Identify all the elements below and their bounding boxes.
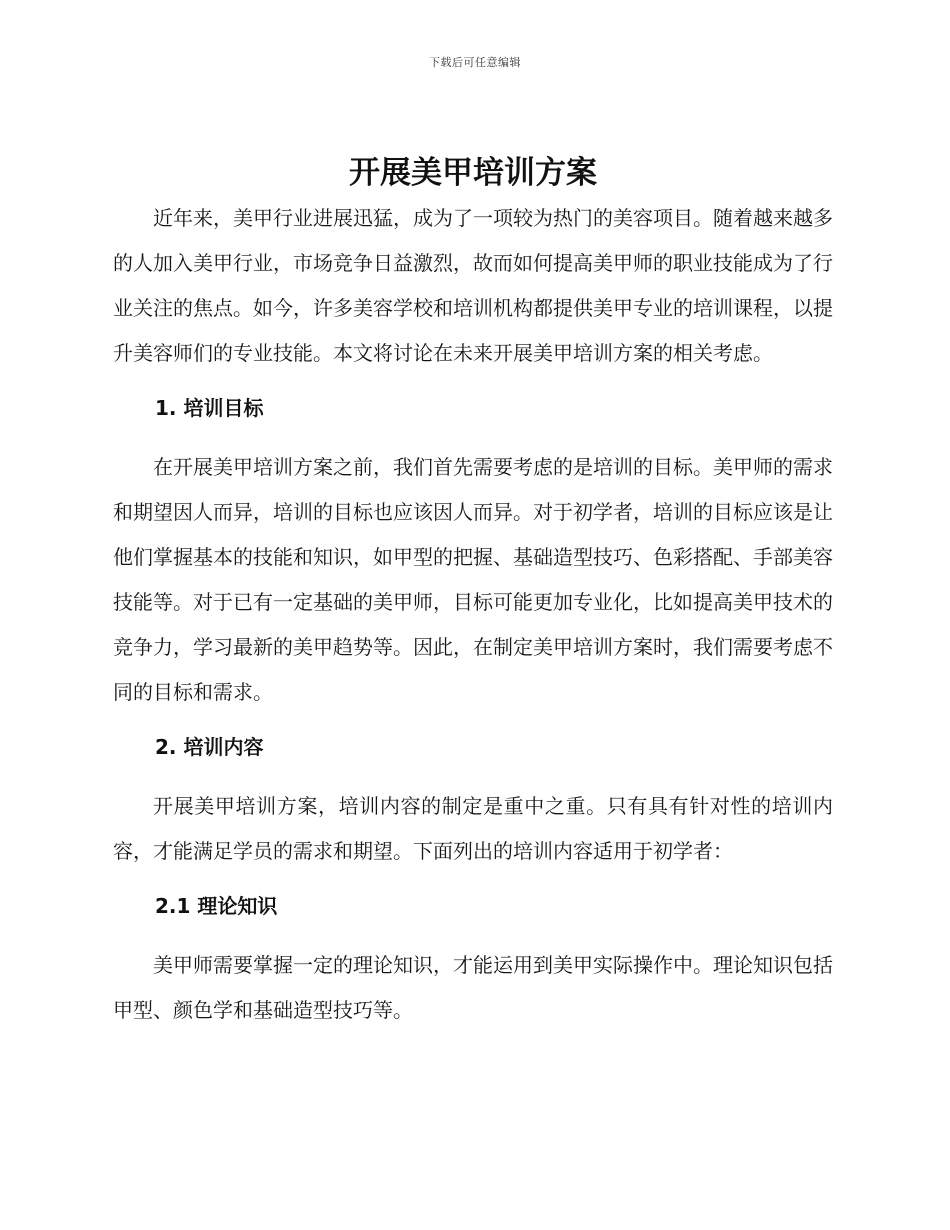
section-body-goals: 在开展美甲培训方案之前，我们首先需要考虑的是培训的目标。美甲师的需求和期望因人而异，培训的目标也应该因人而异。对于初学者，培训的目标应该是让他们掌握基本的技能和知识，如甲型的把握、基础造型技巧、色彩搭配、手部美容技能等。对于已有一定基础的美甲师，目标可能更加专业化，比如提高美甲技术的竞争力，学习最新的美甲趋势等。因此，在制定美甲培训方案时，我们需要考虑不同的目标和需求。	[113, 455, 833, 704]
section-heading-goals: 1. 培训目标	[155, 396, 264, 420]
document-title: 开展美甲培训方案	[349, 155, 597, 191]
header-note: 下载后可任意编辑	[429, 56, 521, 69]
intro-paragraph: 近年来，美甲行业进展迅猛，成为了一项较为热门的美容项目。随着越来越多的人加入美甲行业，市场竞争日益激烈，故而如何提高美甲师的职业技能成为了行业关注的焦点。如今，许多美容学校和培训机构都提供美甲专业的培训课程，以提升美容师们的专业技能。本文将讨论在未来开展美甲培训方案的相关考虑。	[113, 206, 833, 365]
section-body-content: 开展美甲培训方案，培训内容的制定是重中之重。只有具有针对性的培训内容，才能满足学员的需求和期望。下面列出的培训内容适用于初学者：	[113, 794, 833, 863]
document-body	[113, 150, 833, 1033]
section-body-theory: 美甲师需要掌握一定的理论知识，才能运用到美甲实际操作中。理论知识包括甲型、颜色学和基础造型技巧等。	[113, 953, 833, 1022]
section-heading-theory: 2.1 理论知识	[155, 894, 278, 918]
section-heading-content: 2. 培训内容	[155, 735, 264, 759]
